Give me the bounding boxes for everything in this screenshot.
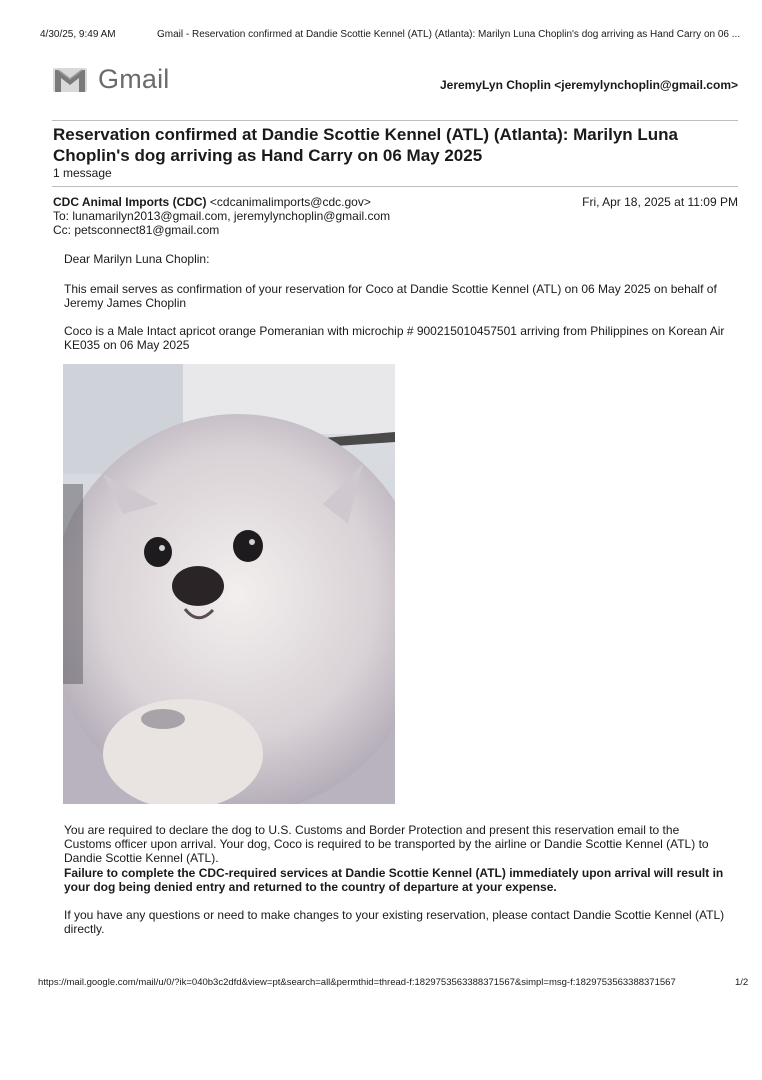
greeting: Dear Marilyn Luna Choplin: <box>64 252 210 266</box>
recipients-cc: Cc: petsconnect81@gmail.com <box>53 223 220 237</box>
sender-email: <cdcanimalimports@cdc.gov> <box>209 195 371 209</box>
gmail-wordmark: Gmail <box>98 64 170 94</box>
footer-url: https://mail.google.com/mail/u/0/?ik=040b3c2dfd&view=pt&search=all&permthid=thread-f:1829753563388371567&simpl=msg-f:1829753563388371567 <box>38 977 676 988</box>
page-number: 1/2 <box>735 977 749 988</box>
sender-line <box>53 195 371 209</box>
dog-photo <box>63 364 395 804</box>
gmail-logo-icon <box>52 66 88 94</box>
email-subject: Reservation confirmed at Dandie Scottie Kennel (ATL) (Atlanta): Marilyn Luna Choplin's dog arriving as Hand Carry on 06 May 2025 <box>53 125 678 165</box>
body-paragraph-2: Coco is a Male Intact apricot orange Pomeranian with microchip # 900215010457501 arriving from Philippines on Korean Air KE035 on 06 May 2025 <box>64 324 725 352</box>
warning-paragraph: Failure to complete the CDC-required services at Dandie Scottie Kennel (ATL) immediately upon arrival will result in your dog being denied entry and returned to the country of departure at your expense. <box>64 866 724 894</box>
body-paragraph-4: If you have any questions or need to make changes to your existing reservation, please contact Dandie Scottie Kennel (ATL) directly. <box>64 908 725 936</box>
print-datetime: 4/30/25, 9:49 AM <box>40 29 116 40</box>
account-name: JeremyLyn Choplin <jeremylynchoplin@gmail.com> <box>439 78 738 92</box>
recipients-to: To: lunamarilyn2013@gmail.com, jeremylynchoplin@gmail.com <box>53 209 391 223</box>
sender-name: CDC Animal Imports (CDC) <box>53 195 207 209</box>
body-paragraph-1: This email serves as confirmation of your reservation for Coco at Dandie Scottie Kennel (ATL) on 06 May 2025 on behalf of Jeremy James Choplin <box>64 282 717 310</box>
body-paragraph-3: You are required to declare the dog to U.S. Customs and Border Protection and present this reservation email to the Customs officer upon arrival. Your dog, Coco is required to be transported by the airline or Dandie Scottie Kennel (ATL) to Dandie Scottie Kennel (ATL). <box>64 823 709 865</box>
gmail-logo <box>52 64 170 95</box>
message-count: 1 message <box>53 166 112 180</box>
header-divider <box>52 120 738 121</box>
subject-divider <box>52 186 738 187</box>
print-page-title: Gmail - Reservation confirmed at Dandie Scottie Kennel (ATL) (Atlanta): Marilyn Luna Choplin's dog arriving as Hand Carry on 06 ... <box>157 29 741 40</box>
sent-date: Fri, Apr 18, 2025 at 11:09 PM <box>582 195 738 209</box>
